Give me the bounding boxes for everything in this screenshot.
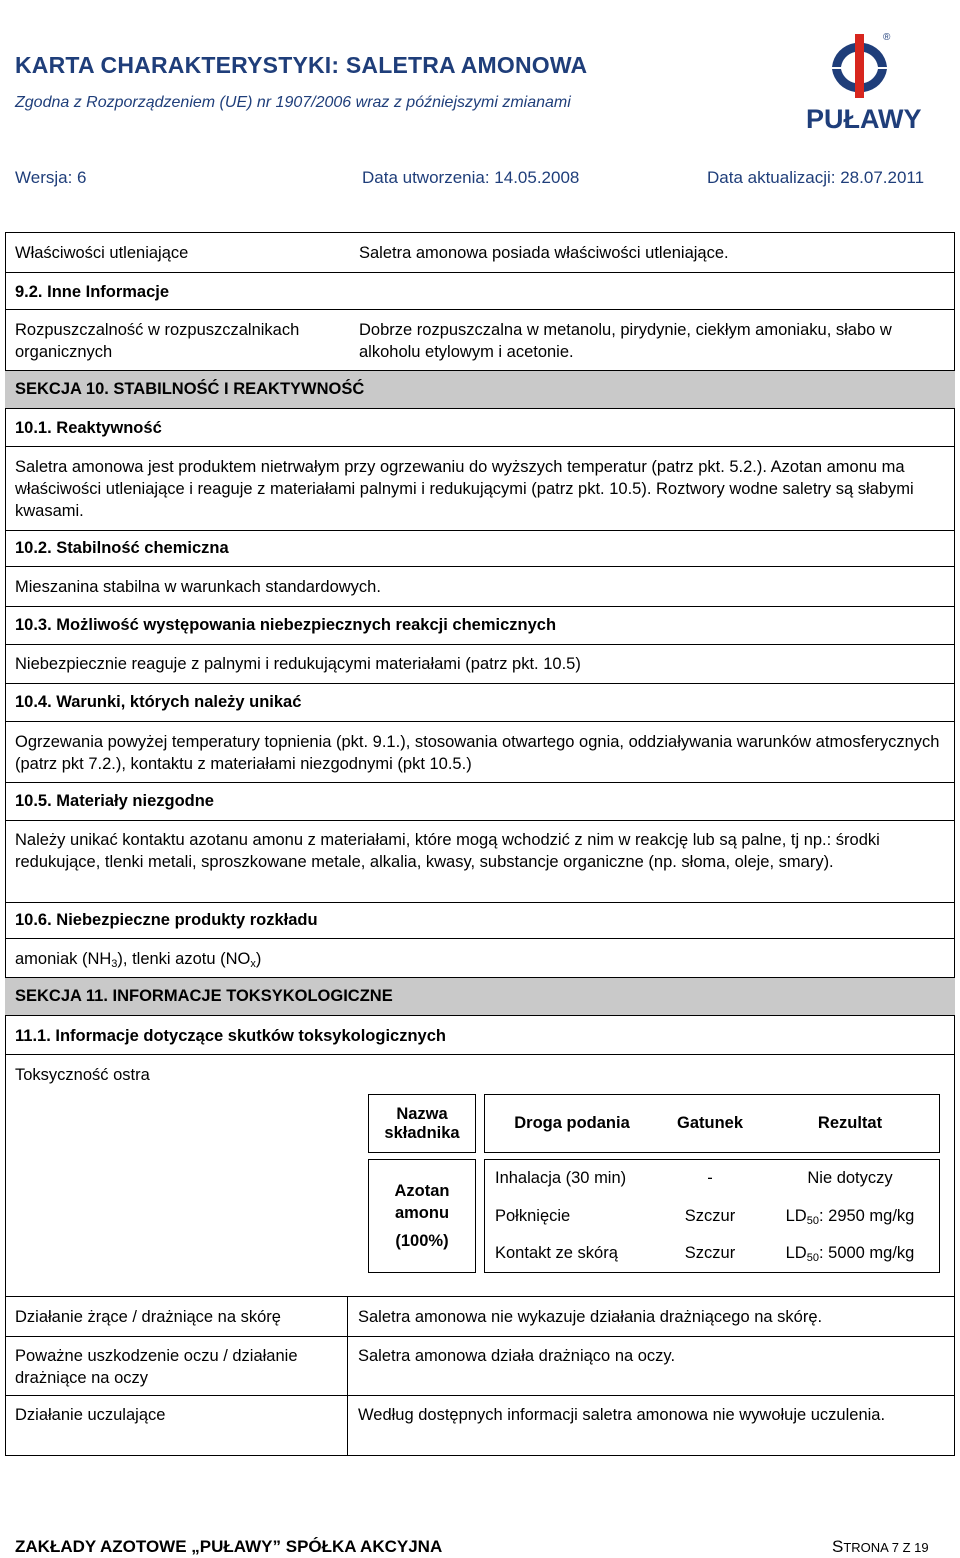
registered-mark: ® bbox=[883, 32, 891, 43]
route-cell: Kontakt ze skórą bbox=[484, 1235, 659, 1273]
section-11-title: SEKCJA 11. INFORMACJE TOKSYKOLOGICZNE bbox=[5, 977, 955, 1016]
acute-toxicity-label: Toksyczność ostra bbox=[15, 1066, 150, 1084]
paragraph-10-2: Mieszanina stabilna w warunkach standardowych. bbox=[15, 578, 381, 596]
solubility-value: Dobrze rozpuszczalna w metanolu, pirydynie, ciekłym amoniaku, słabo w alkoholu etylowym i acetonie. bbox=[359, 321, 892, 361]
sensitization-label: Działanie uczulające bbox=[15, 1406, 166, 1424]
solubility-label: Rozpuszczalność w rozpuszczalnikach organicznych bbox=[15, 321, 300, 361]
creation-date: Data utworzenia: 14.05.2008 bbox=[362, 168, 580, 187]
paragraph-10-4: Ogrzewania powyżej temperatury topnienia (pkt. 9.1.), stosowania otwartego ognia, oddziaływania warunków atmosferycznych (patrz pkt 7.2.), kontaktu z materiałami niezgodnymi (pkt 10.5.) bbox=[15, 733, 940, 773]
heading-11-1: 11.1. Informacje dotyczące skutków toksykologicznych bbox=[15, 1027, 446, 1045]
toxicity-table bbox=[368, 1094, 940, 1273]
result-cell: $LD_{50}$: 2950 mg/kg bbox=[761, 1197, 940, 1235]
result-cell: Nie dotyczy bbox=[761, 1159, 940, 1197]
species-cell: Szczur bbox=[659, 1235, 761, 1273]
skin-label: Działanie żrące / drażniące na skórę bbox=[15, 1308, 281, 1326]
species-cell: - bbox=[659, 1159, 761, 1197]
header-route: Droga podania bbox=[484, 1094, 659, 1153]
update-date: Data aktualizacji: 28.07.2011 bbox=[707, 168, 925, 187]
heading-10-3: 10.3. Możliwość występowania niebezpiecznych reakcji chemicznych bbox=[15, 616, 557, 634]
version: Wersja: 6 bbox=[15, 168, 87, 187]
document-title: KARTA CHARAKTERYSTYKI: SALETRA AMONOWA bbox=[15, 52, 588, 78]
paragraph-10-1: Saletra amonowa jest produktem nietrwałym przy ogrzewaniu do wyższych temperatur (patrz pkt. 5.2.). Azotan amonu ma właściwości utleniające i reaguje z materiałami palnymi i redukującymi (patrz pkt. 10.5). Roztwory wodne saletry są słabymi kwasami. bbox=[15, 458, 914, 520]
species-cell: Szczur bbox=[684, 1206, 736, 1225]
heading-10-5: 10.5. Materiały niezgodne bbox=[15, 792, 214, 810]
sensitization-value: Według dostępnych informacji saletra amonowa nie wywołuje uczulenia. bbox=[358, 1406, 886, 1424]
eye-value: Saletra amonowa działa drażniąco na oczy. bbox=[358, 1347, 676, 1365]
paragraph-10-3: Niebezpiecznie reaguje z palnymi i redukującymi materiałami (patrz pkt. 10.5) bbox=[15, 655, 581, 673]
footer-page-number: STRONA 7 Z 19 bbox=[832, 1537, 929, 1556]
logo-text: PUŁAWY bbox=[806, 104, 922, 134]
paragraph-10-5: Należy unikać kontaktu azotanu amonu z materiałami, które mogą wchodzić z nim w reakcję lub są palne, tj np.: środki redukujące, tlenki metali, sproszkowane metale, alkalia, kwasy, substancje organiczne (np. słoma, oleje, smary). bbox=[15, 831, 880, 871]
oxidizing-value: Saletra amonowa posiada właściwości utleniające. bbox=[359, 244, 729, 262]
other-info-heading: 9.2. Inne Informacje bbox=[15, 283, 170, 301]
header-result: Rezultat bbox=[761, 1094, 940, 1153]
heading-10-1: 10.1. Reaktywność bbox=[15, 419, 162, 437]
skin-value: Saletra amonowa nie wykazuje działania drażniącego na skórę. bbox=[358, 1308, 823, 1326]
eye-label: Poważne uszkodzenie oczu / działanie drażniące na oczy bbox=[15, 1347, 298, 1387]
heading-10-4: 10.4. Warunki, których należy unikać bbox=[15, 693, 302, 711]
route-cell: Połknięcie bbox=[484, 1197, 659, 1235]
document-subtitle: Zgodna z Rozporządzeniem (UE) nr 1907/2006 wraz z późniejszymi zmianami bbox=[15, 94, 571, 111]
header-species: Gatunek bbox=[659, 1094, 761, 1153]
component-cell: Azotan amonu (100%) bbox=[368, 1159, 476, 1273]
footer-company: ZAKŁADY AZOTOWE „PUŁAWY” SPÓŁKA AKCYJNA bbox=[15, 1537, 443, 1556]
heading-10-6: 10.6. Niebezpieczne produkty rozkładu bbox=[15, 911, 318, 929]
section-10-title: SEKCJA 10. STABILNOŚĆ I REAKTYWNOŚĆ bbox=[5, 370, 955, 409]
result-cell: $LD_{50}$: 5000 mg/kg bbox=[761, 1235, 940, 1273]
oxidizing-label: Właściwości utleniające bbox=[15, 244, 189, 262]
column-divider bbox=[347, 1296, 348, 1456]
heading-10-2: 10.2. Stabilność chemiczna bbox=[15, 539, 229, 557]
header-component: Nazwa składnika bbox=[368, 1094, 476, 1153]
route-cell: Inhalacja (30 min) bbox=[484, 1159, 659, 1197]
paragraph-10-6: amoniak $(NH_3)$, tlenki azotu $(NO_x)$ bbox=[15, 950, 262, 970]
